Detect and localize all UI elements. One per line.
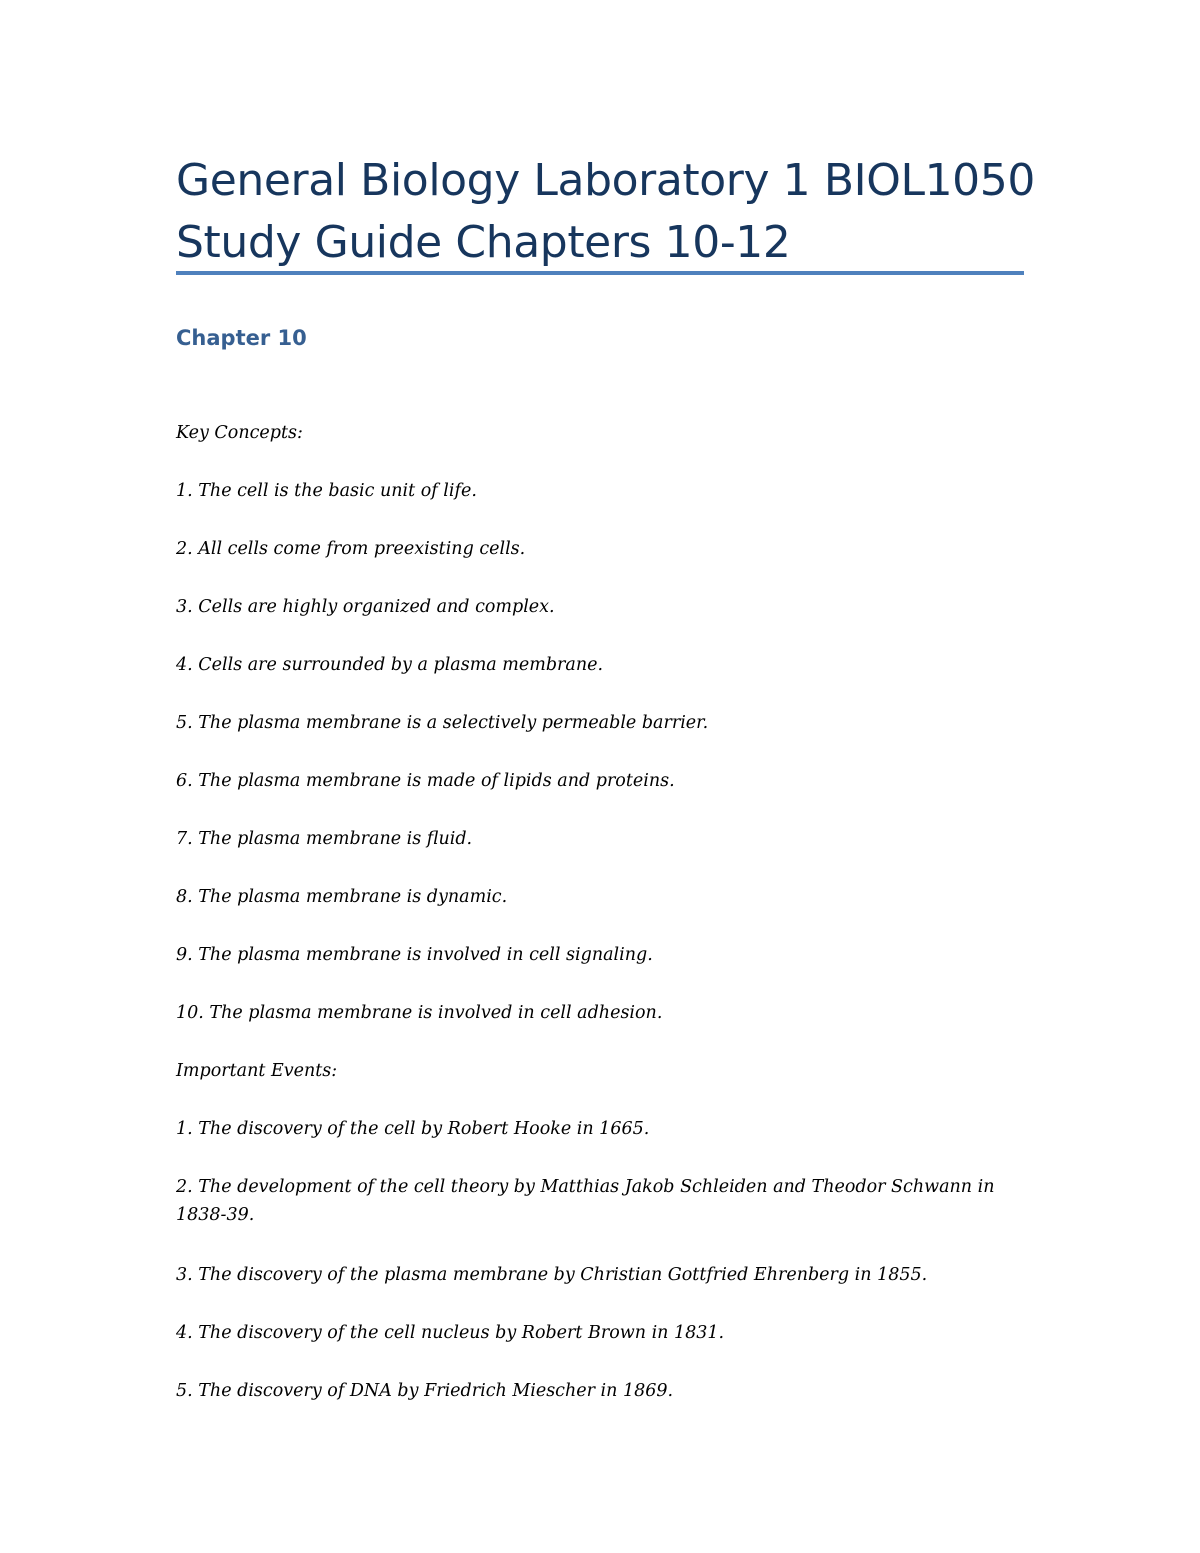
title-line-1: General Biology Laboratory 1 BIOL1050 — [176, 155, 1035, 206]
key-concept-item: 9. The plasma membrane is involved in cell signaling. — [176, 945, 653, 965]
key-concept-item: 6. The plasma membrane is made of lipids and proteins. — [176, 771, 675, 791]
key-concept-item: 7. The plasma membrane is fluid. — [176, 829, 473, 849]
key-concept-item: 1. The cell is the basic unit of life. — [176, 481, 477, 501]
title-line-2: Study Guide Chapters 10-12 — [176, 217, 791, 268]
key-concept-item: 5. The plasma membrane is a selectively permeable barrier. — [176, 713, 709, 733]
chapter-heading: Chapter 10 — [176, 326, 307, 350]
key-concept-item: 3. Cells are highly organized and complex. — [176, 597, 555, 617]
important-event-item: 3. The discovery of the plasma membrane by Christian Gottfried Ehrenberg in 1855. — [176, 1265, 928, 1285]
key-concepts-label: Key Concepts: — [176, 423, 303, 443]
key-concept-item: 10. The plasma membrane is involved in cell adhesion. — [176, 1003, 663, 1023]
key-concept-item: 4. Cells are surrounded by a plasma membrane. — [176, 655, 604, 675]
title-underline-rule — [176, 271, 1024, 275]
important-event-item: 5. The discovery of DNA by Friedrich Miescher in 1869. — [176, 1381, 674, 1401]
important-event-item: 2. The development of the cell theory by Matthias Jakob Schleiden and Theodor Schwann in 1838-39. — [176, 1177, 995, 1225]
key-concept-item: 2. All cells come from preexisting cells. — [176, 539, 526, 559]
key-concept-item: 8. The plasma membrane is dynamic. — [176, 887, 508, 907]
important-events-label: Important Events: — [176, 1061, 338, 1081]
important-event-item: 1. The discovery of the cell by Robert Hooke in 1665. — [176, 1119, 650, 1139]
document-title — [176, 150, 1036, 274]
important-event-item: 4. The discovery of the cell nucleus by Robert Brown in 1831. — [176, 1323, 725, 1343]
